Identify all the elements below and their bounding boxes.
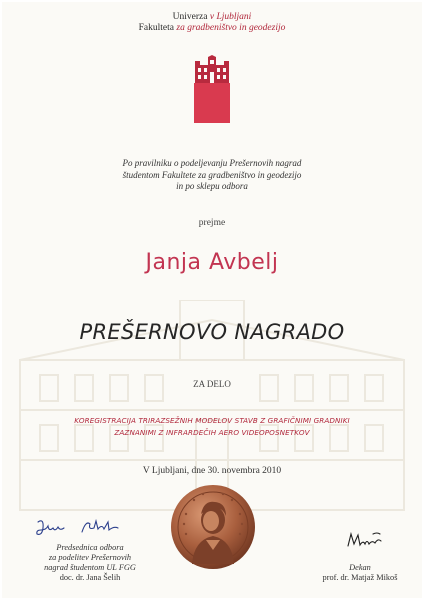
regulation-line-2: študentom Fakultete za gradbeništvo in geodezijo	[122, 169, 302, 180]
award-title: PREŠERNOVO NAGRADO	[79, 320, 345, 344]
university-prefix: Univerza	[172, 12, 210, 22]
faculty-prefix: Fakulteta	[138, 23, 177, 33]
bronze-medal-icon	[170, 484, 256, 570]
right-signatory-name: prof. dr. Matjaž Mikoš	[322, 573, 398, 582]
left-role-line-2: za podelitev Prešernovih	[48, 553, 132, 562]
left-signatory-name: doc. dr. Jana Šelih	[59, 573, 121, 582]
for-work-label: ZA DELO	[193, 379, 231, 389]
university-city: v Ljubljani	[209, 12, 252, 22]
date-line: V Ljubljani, dne 30. novembra 2010	[142, 466, 282, 476]
receives-label: prejme	[198, 218, 226, 228]
right-signature-icon	[345, 530, 385, 550]
work-title	[0, 415, 424, 438]
recipient-name: Janja Avbelj	[145, 250, 279, 275]
regulation-line-3: in po sklepu odbora	[176, 181, 248, 191]
faculty-name	[0, 23, 424, 34]
regulation-text	[0, 158, 424, 193]
right-signatory-block	[300, 563, 420, 583]
university-building-logo-icon	[194, 55, 230, 123]
university-name	[0, 12, 424, 23]
regulation-line-1: Po pravilniku o podeljevanju Prešernovih nagrad	[122, 158, 302, 168]
left-role-line-3: nagrad študentom UL FGG	[44, 563, 136, 572]
left-signature-icon	[34, 516, 134, 540]
faculty-field: za gradbeništvo in geodezijo	[176, 23, 286, 33]
left-signatory-block	[35, 543, 145, 583]
right-role: Dekan	[349, 563, 371, 572]
left-role-line-1: Predsednica odbora	[56, 543, 124, 552]
work-title-line-1: KOREGISTRACIJA TRIRAZSEŽNIH MODELOV STAVB Z GRAFIČNIMI GRADNIKI	[74, 416, 350, 425]
work-title-line-2: ZAZNANIMI Z INFRARDEČIH AERO VIDEOPOSNETKOV	[114, 427, 310, 437]
